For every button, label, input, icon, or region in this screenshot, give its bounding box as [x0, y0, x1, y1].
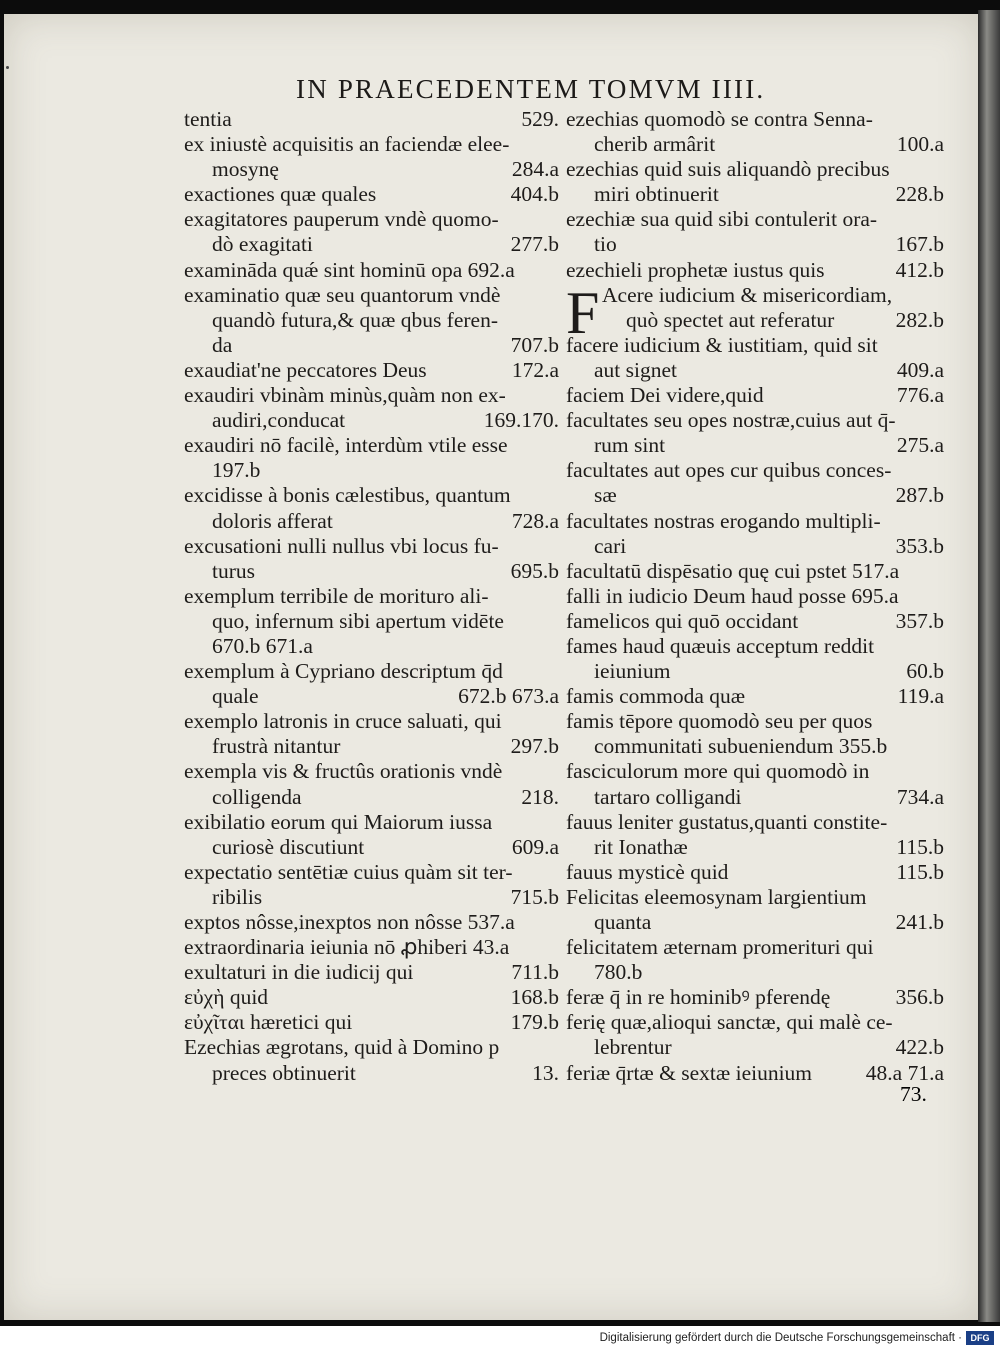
- index-entry: [184, 182, 559, 207]
- entry-text: facultates nostras erogando multipli-: [566, 508, 881, 533]
- entry-text: 670.b 671.a: [212, 633, 313, 658]
- page-reference: 672.b 673.a: [458, 684, 559, 709]
- index-entry: [566, 333, 944, 383]
- entry-text: fasciculorum more qui quomodò in: [566, 759, 870, 784]
- entry-line: [566, 408, 944, 433]
- index-entry: [184, 935, 559, 960]
- entry-line: [566, 383, 944, 408]
- entry-text: Acere iudicium & misericordiam,: [602, 282, 893, 307]
- entry-line: [184, 910, 559, 935]
- page-reference: 179.b: [510, 1010, 559, 1035]
- entry-text: feræ q̄ in re hominibꝰ pferendę: [566, 985, 831, 1010]
- page-reference: 60.b: [906, 659, 944, 684]
- entry-line: [566, 935, 944, 960]
- page-reference: 168.b: [510, 985, 559, 1010]
- page-reference: 357.b: [895, 608, 944, 633]
- page-reference: 228.b: [895, 182, 944, 207]
- index-entry: [184, 132, 559, 182]
- entry-line: [184, 659, 559, 684]
- entry-text: ezechias quid suis aliquandò precibus: [566, 157, 890, 182]
- entry-text: quandò futura,& quæ qbus feren-: [212, 307, 498, 332]
- page-reference: 695.b: [510, 558, 559, 583]
- entry-text: exaudiri nō facilè, interdùm vtile esse: [184, 433, 508, 458]
- entry-text: Felicitas eleemosynam largientium: [566, 884, 867, 909]
- entry-text: famis tēpore quomodò seu per quos: [566, 709, 873, 734]
- entry-text: εὐχὴ quid: [184, 985, 269, 1010]
- index-entry: [184, 985, 559, 1010]
- index-entry: [566, 810, 944, 860]
- entry-line: [184, 283, 559, 308]
- page-reference: 734.a: [896, 784, 944, 809]
- entry-line: [184, 835, 559, 860]
- page-reference: 711.b: [511, 960, 559, 985]
- entry-text: cari: [594, 533, 627, 558]
- entry-text: exactiones quæ quales: [184, 182, 377, 207]
- entry-text: ribilis: [212, 884, 263, 909]
- entry-text: cherib armârit: [594, 132, 716, 157]
- index-column-left: [184, 107, 559, 1086]
- entry-text: facultates aut opes cur quibus conces-: [566, 458, 892, 483]
- index-entry: [184, 584, 559, 659]
- entry-text: famis commoda quæ: [566, 684, 746, 709]
- entry-line: [566, 835, 944, 860]
- entry-text: ferię quæ,alioqui sanctæ, qui malè ce-: [566, 1010, 893, 1035]
- entry-text: famelicos qui quō occidant: [566, 608, 799, 633]
- page-reference: 119.a: [897, 684, 944, 709]
- entry-text: examināda quǽ sint hominū opa 692.a: [184, 257, 515, 282]
- index-entry: [184, 534, 559, 584]
- entry-text: rit Ionathæ: [594, 834, 688, 859]
- entry-line: [566, 458, 944, 483]
- entry-text: aut signet: [594, 357, 677, 382]
- entry-line: [566, 132, 944, 157]
- dfg-logo: DFG: [966, 1331, 994, 1345]
- entry-line: [184, 810, 559, 835]
- entry-line: [566, 584, 944, 609]
- entry-line: [566, 483, 944, 508]
- entry-text: ezechieli prophetæ iustus quis: [566, 257, 825, 282]
- drop-capital: F: [566, 279, 600, 346]
- entry-line: [566, 709, 944, 734]
- page-reference: 172.a: [511, 357, 559, 382]
- page-reference: 284.a: [511, 157, 559, 182]
- entry-line: [184, 258, 559, 283]
- entry-text: 197.b: [212, 458, 261, 483]
- entry-text: curiosè discutiunt: [212, 834, 365, 859]
- entry-text: exemplo latronis in cruce saluati, qui: [184, 709, 502, 734]
- entry-line: [566, 960, 944, 985]
- entry-line: [566, 1061, 944, 1086]
- index-entry: [566, 559, 944, 584]
- entry-text: colligenda: [212, 784, 302, 809]
- index-entry: [566, 684, 944, 709]
- index-entry: [566, 759, 944, 809]
- index-entry: [566, 1061, 944, 1086]
- entry-text: facultates seu opes nostræ,cuius aut q̄-: [566, 408, 896, 433]
- index-entry: [184, 358, 559, 383]
- index-entry: [566, 383, 944, 408]
- entry-text: examinatio quæ seu quantorum vndè: [184, 282, 501, 307]
- entry-text: tio: [594, 232, 617, 257]
- entry-line: [184, 609, 559, 634]
- entry-text: facere iudicium & iustitiam, quid sit: [566, 332, 878, 357]
- index-entry: [566, 258, 944, 283]
- page-reference: 715.b: [510, 884, 559, 909]
- entry-line: [566, 509, 944, 534]
- catchword: 73.: [900, 1082, 927, 1106]
- index-entry: [566, 860, 944, 885]
- entry-line: [184, 734, 559, 759]
- entry-line: [566, 1035, 944, 1060]
- entry-line: [184, 408, 559, 433]
- entry-text: 780.b: [594, 960, 643, 985]
- index-entry: [184, 709, 559, 759]
- page-reference: 609.a: [511, 834, 559, 859]
- entry-text: excusationi nulli nullus vbi locus fu-: [184, 533, 499, 558]
- entry-line: [566, 985, 944, 1010]
- entry-text: tentia: [184, 107, 232, 131]
- index-entry: [184, 433, 559, 483]
- index-entry: [566, 107, 944, 157]
- entry-text: exemplum à Cypriano descriptum q̄d: [184, 659, 503, 684]
- entry-text: quò spectet aut referatur: [626, 307, 835, 332]
- index-entry: [566, 157, 944, 207]
- index-entry: [184, 207, 559, 257]
- index-entry: [184, 810, 559, 860]
- entry-text: Ezechias ægrotans, quid à Domino p: [184, 1035, 500, 1060]
- entry-line: [184, 383, 559, 408]
- index-entry: [184, 1010, 559, 1035]
- page-reference: 100.a: [896, 132, 944, 157]
- entry-text: fames haud quæuis acceptum reddit: [566, 633, 875, 658]
- entry-line: [184, 534, 559, 559]
- entry-line: [184, 785, 559, 810]
- funding-notice: Digitalisierung gefördert durch die Deutsche Forschungsgemeinschaft ·: [599, 1332, 962, 1344]
- index-entry: [184, 1035, 559, 1085]
- entry-text: falli in iudicio Deum haud posse 695.a: [566, 583, 899, 608]
- entry-line: [566, 910, 944, 935]
- entry-line: [566, 885, 944, 910]
- index-entry: [566, 458, 944, 508]
- entry-line: [566, 232, 944, 257]
- page-reference: 167.b: [895, 232, 944, 257]
- index-entry: [184, 107, 559, 132]
- entry-line: [184, 358, 559, 383]
- entry-text: frustrà nitantur: [212, 734, 341, 759]
- entry-text: ezechias quomodò se contra Senna-: [566, 107, 873, 131]
- entry-line: [184, 232, 559, 257]
- entry-text: audiri,conducat: [212, 408, 346, 433]
- entry-line: [184, 1035, 559, 1060]
- running-header: IN PRAECEDENTEM TOMVM IIII.: [296, 74, 766, 104]
- entry-text: exptos nôsse,inexptos non nôsse 537.a: [184, 910, 515, 934]
- entry-text: communitati subueniendum 355.b: [594, 734, 888, 759]
- entry-line: [184, 509, 559, 534]
- entry-line: [184, 885, 559, 910]
- entry-text: tartaro colligandi: [594, 784, 742, 809]
- entry-text: ex iniustè acquisitis an faciendæ elee-: [184, 132, 510, 157]
- index-entry: [566, 885, 944, 935]
- entry-text: εὐχῖται hæretici qui: [184, 1010, 353, 1035]
- page-reference: 353.b: [895, 533, 944, 558]
- index-entry: [566, 709, 944, 759]
- page-reference: 409.a: [896, 357, 944, 382]
- page-reference: 275.a: [896, 433, 944, 458]
- ink-speck: [6, 66, 9, 69]
- entry-line: [184, 207, 559, 232]
- entry-line: [184, 458, 559, 483]
- entry-text: extraordinaria ieiunia nō ꝓhiberi 43.a: [184, 935, 510, 960]
- page-reference: 48.a 71.a: [865, 1060, 944, 1085]
- index-entry: [566, 509, 944, 559]
- page-reference: 115.b: [896, 834, 944, 859]
- index-entry: [184, 383, 559, 433]
- entry-line: [184, 759, 559, 784]
- entry-line: [566, 258, 944, 283]
- entry-text: facultatū dispēsatio quę cui pstet 517.a: [566, 558, 900, 583]
- page-reference: 422.b: [895, 1035, 944, 1060]
- book-edge: [978, 10, 1000, 1322]
- entry-line: [566, 785, 944, 810]
- entry-text: excidisse à bonis cælestibus, quantum: [184, 483, 511, 508]
- entry-text: mosynę: [212, 157, 279, 182]
- page-reference: 13.: [532, 1060, 559, 1085]
- entry-line: [566, 759, 944, 784]
- entry-text: fauus leniter gustatus,quanti constite-: [566, 809, 888, 834]
- entry-line: [566, 333, 944, 358]
- index-entry: [184, 283, 559, 358]
- page-reference: 282.b: [895, 307, 944, 332]
- index-entry: [566, 609, 944, 634]
- entry-line: [566, 1010, 944, 1035]
- page-reference: 297.b: [510, 734, 559, 759]
- page-reference: 707.b: [510, 332, 559, 357]
- entry-text: exibilatio eorum qui Maiorum iussa: [184, 809, 493, 834]
- entry-line: [566, 634, 944, 659]
- entry-text: ieiunium: [594, 659, 671, 684]
- index-entry: [566, 584, 944, 609]
- page-reference: 404.b: [510, 182, 559, 207]
- entry-line: [184, 935, 559, 960]
- entry-line: [184, 1010, 559, 1035]
- page-reference: 287.b: [895, 483, 944, 508]
- entry-line: [566, 308, 944, 333]
- index-entry: [184, 759, 559, 809]
- page-reference: 115.b: [896, 859, 944, 884]
- index-entry: [566, 207, 944, 257]
- page-reference: 218.: [521, 784, 559, 809]
- entry-text: doloris afferat: [212, 508, 333, 533]
- entry-text: quale: [212, 684, 259, 709]
- index-column-right: [566, 107, 944, 1086]
- entry-line: [566, 358, 944, 383]
- index-entry: [184, 860, 559, 910]
- entry-line: [184, 985, 559, 1010]
- entry-text: exempla vis & fructûs orationis vndè: [184, 759, 503, 784]
- entry-line: [566, 433, 944, 458]
- entry-text: fauus mysticè quid: [566, 859, 729, 884]
- entry-text: expectatio sentētiæ cuius quàm sit ter-: [184, 859, 513, 884]
- index-entry: [566, 1010, 944, 1060]
- entry-line: [566, 107, 944, 132]
- page-reference: 529.: [521, 107, 559, 131]
- entry-text: preces obtinuerit: [212, 1060, 356, 1085]
- entry-text: exagitatores pauperum vndè quomo-: [184, 207, 499, 232]
- entry-text: feriæ q̄rtæ & sextæ ieiunium: [566, 1060, 813, 1085]
- entry-line: [184, 157, 559, 182]
- page-reference: 277.b: [510, 232, 559, 257]
- entry-line: [184, 860, 559, 885]
- entry-line: [184, 960, 559, 985]
- entry-line: [184, 333, 559, 358]
- page-reference: 169.170.: [483, 408, 559, 433]
- entry-text: da: [212, 332, 233, 357]
- index-entry: [566, 634, 944, 684]
- entry-line: [566, 534, 944, 559]
- entry-line: [566, 860, 944, 885]
- entry-line: [184, 634, 559, 659]
- entry-line: [566, 559, 944, 584]
- digitization-footer: [0, 1326, 1000, 1351]
- entry-line: [184, 308, 559, 333]
- index-entry: [566, 935, 944, 985]
- entry-text: exultaturi in die iudicij qui: [184, 960, 414, 985]
- index-entry: [184, 910, 559, 935]
- page-reference: 241.b: [895, 910, 944, 934]
- page-reference: 412.b: [895, 257, 944, 282]
- entry-text: quanta: [594, 910, 652, 934]
- index-entry: [184, 483, 559, 533]
- entry-line: [184, 433, 559, 458]
- entry-text: ezechiæ sua quid sibi contulerit ora-: [566, 207, 878, 232]
- entry-line: [184, 1061, 559, 1086]
- entry-line: [566, 283, 944, 308]
- entry-text: exaudiat'ne peccatores Deus: [184, 357, 427, 382]
- index-entry: [184, 258, 559, 283]
- entry-text: miri obtinuerit: [594, 182, 719, 207]
- entry-text: dò exagitati: [212, 232, 313, 257]
- entry-line: [566, 684, 944, 709]
- entry-text: felicitatem æternam promerituri qui: [566, 935, 874, 960]
- entry-text: turus: [212, 558, 255, 583]
- entry-text: faciem Dei videre,quid: [566, 383, 764, 408]
- entry-line: [566, 734, 944, 759]
- entry-line: [566, 207, 944, 232]
- entry-line: [566, 182, 944, 207]
- entry-text: sæ: [594, 483, 617, 508]
- page-reference: 776.a: [896, 383, 944, 408]
- entry-line: [184, 483, 559, 508]
- entry-line: [184, 559, 559, 584]
- entry-text: lebrentur: [594, 1035, 672, 1060]
- entry-text: exaudiri vbinàm minùs,quàm non ex-: [184, 383, 506, 408]
- entry-line: [184, 182, 559, 207]
- entry-line: [566, 659, 944, 684]
- entry-line: [184, 107, 559, 132]
- index-entry: [566, 408, 944, 458]
- entry-line: [566, 609, 944, 634]
- index-entry: [566, 985, 944, 1010]
- page-reference: 728.a: [511, 508, 559, 533]
- index-entry: [184, 960, 559, 985]
- entry-line: [184, 132, 559, 157]
- entry-line: [566, 810, 944, 835]
- index-entry: [184, 659, 559, 709]
- entry-text: rum sint: [594, 433, 666, 458]
- entry-line: [184, 709, 559, 734]
- entry-text: exemplum terribile de morituro ali-: [184, 583, 489, 608]
- page-reference: 356.b: [895, 985, 944, 1010]
- entry-text: quo, infernum sibi apertum vidēte: [212, 608, 504, 633]
- entry-line: [184, 684, 559, 709]
- entry-line: [184, 584, 559, 609]
- entry-line: [566, 157, 944, 182]
